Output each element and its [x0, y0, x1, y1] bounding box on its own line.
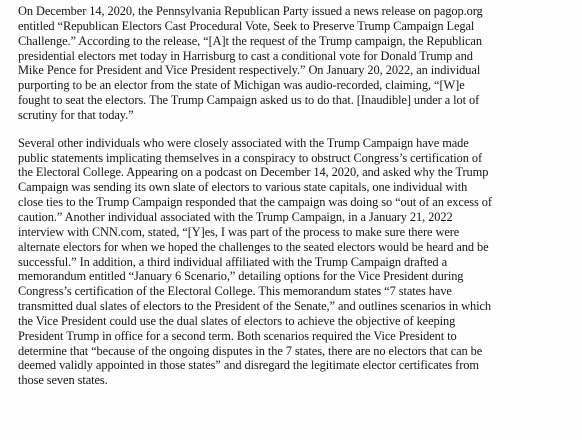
text-line: On December 14, 2020, the Pennsylvania Republican Party issued a news release on pagop.org [18, 4, 483, 18]
text-line: interview with CNN.com, stated, “[Y]es, I was part of the process to make sure there were [18, 224, 460, 239]
text-line: presidential electors met today in Harrisburg to cast a conditional vote for Donald Trump and [18, 48, 473, 63]
text-line: alternate electors for when we hoped the challenges to the seated electors would be heard and be [18, 239, 489, 254]
text-line: close ties to the Trump Campaign responded that the campaign was doing so “out of an excess of [18, 195, 492, 210]
text-line: fought to seat the electors. The Trump Campaign asked us to do that. [Inaudible] under a lot of [18, 93, 480, 108]
paragraph-spacer [18, 123, 568, 136]
text-line: determine that “because of the ongoing disputes in the 7 states, there are no electors that can be [18, 343, 483, 358]
text-line: the Electoral College. Appearing on a podcast on December 14, 2020, and asked why the Trump [18, 165, 489, 180]
text-line: the Vice President could use the dual slates of electors to achieve the objective of keeping [18, 313, 456, 328]
text-line: successful.” In addition, a third individual affiliated with the Trump Campaign drafted a [18, 254, 447, 269]
text-line: deemed validly appointed in those states” and disregard the legitimate elector certificates from [18, 358, 479, 373]
text-line: President Trump in office for a second term. Both scenarios required the Vice President to [18, 328, 457, 343]
text-line: entitled “Republican Electors Cast Procedural Vote, Seek to Preserve Trump Campaign Legal [18, 18, 475, 33]
text-line: transmitted dual slates of electors to the President of the Senate,” and outlines scenarios in which [18, 299, 492, 314]
text-line: those seven states. [18, 373, 108, 388]
text-line: memorandum entitled “January 6 Scenario,” detailing options for the Vice President during [18, 269, 464, 284]
text-line: Several other individuals who were closely associated with the Trump Campaign have made [18, 135, 469, 150]
text-line: scrutiny for that today.” [18, 107, 134, 122]
text-line: caution.” Another individual associated with the Trump Campaign, in a January 21, 2022 [18, 209, 453, 224]
paragraph-public-statements [18, 136, 568, 388]
text-line: public statements implicating themselves in a conspiracy to obstruct Congress’s certification of [18, 150, 483, 165]
text-line: Campaign was sending its own slate of electors to various state capitals, one individual with [18, 180, 468, 195]
text-line: purporting to be an elector from the state of Michigan was audio-recorded, claiming, “[W]e [18, 78, 465, 93]
text-line: Congress’s certification of the Electoral College. This memorandum states “7 states have [18, 284, 452, 299]
paragraph-pa-electors [18, 4, 568, 123]
text-line: Challenge.” According to the release, “[A]t the request of the Trump campaign, the Republican [18, 33, 482, 48]
text-line: Mike Pence for President and Vice President respectively.” On January 20, 2022, an individual [18, 63, 481, 78]
